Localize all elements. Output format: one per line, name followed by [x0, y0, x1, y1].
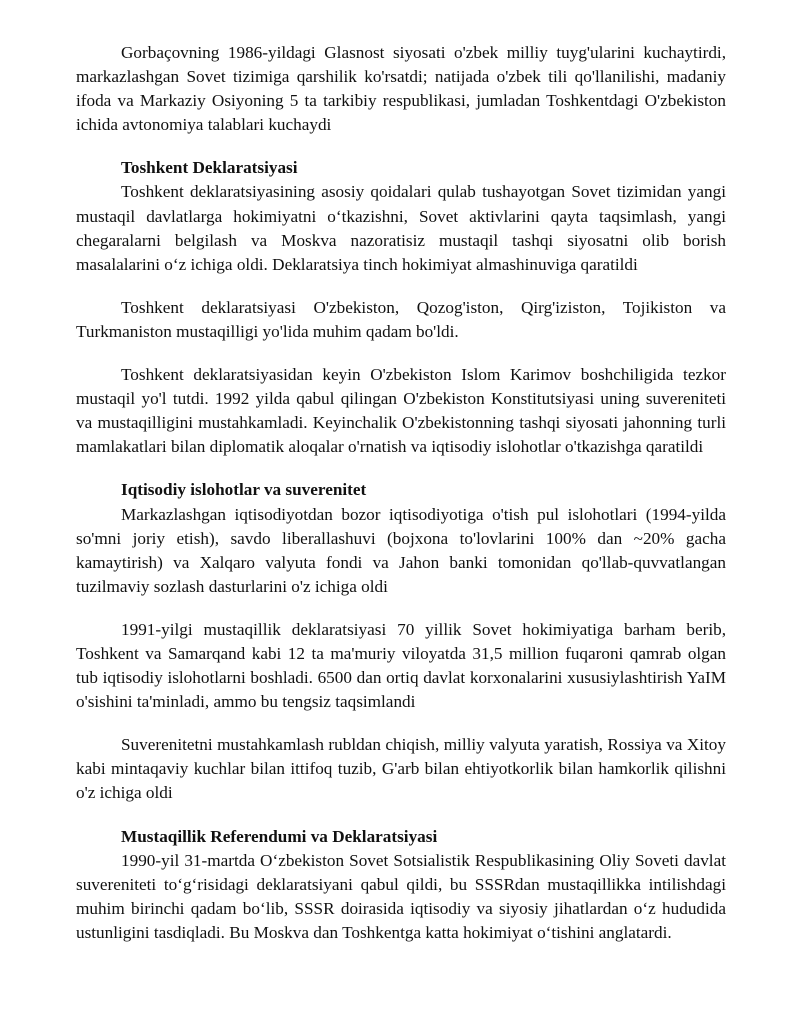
paragraph-declaration-step: Toshkent deklaratsiyasi O'zbekiston, Qozog'iston, Qirg'iziston, Tojikiston va Turkmaniston mustaqilligi yo'lida muhim qadam bo'ldi.: [76, 297, 726, 341]
paragraph-after-declaration: Toshkent deklaratsiyasidan keyin O'zbekiston Islom Karimov boshchiligida tezkor mustaqil yo'l tutdi. 1992 yilda qabul qilingan O'zbekiston Konstitutsiyasi uning suvereniteti va mustaqilligini mustahkamladi. Keyinchalik O'zbekistonning tashqi siyosati jahonning turli mamlakatlari bilan diplomatik aloqalar o'rnatish va iqtisodiy islohotlar o'tkazishga qaratildi: [76, 365, 726, 457]
paragraph-glasnost: Gorbaçovning 1986-yildagi Glasnost siyosati o'zbek milliy tuyg'ularini kuchaytirdi, markazlashgan Sovet tizimiga qarshilik ko'rsatdi; natijada o'zbek tili qo'llanilishi, madaniy ifoda va Markaziy Osiyoning 5 ta tarkibiy respublikasi, jumladan Toshkentdagi O'zbekiston ichida avtonomiya talablari kuchaydi: [76, 43, 726, 135]
paragraph-market-transition: Markazlashgan iqtisodiyotdan bozor iqtisodiyotiga o'tish pul islohotlari (1994-yilda so'mni joriy etish), savdo liberallashuvi (bojxona to'lovlarini 100% dan ~20% gacha kamaytirish) va Xalqaro valyuta fondi va Jahon banki tomonidan qo'llab-quvvatlangan tuzilmaviy sozlash dasturlarini o'z ichiga oldi: [76, 504, 726, 596]
heading-iqtisodiy-islohotlar: Iqtisodiy islohotlar va suverenitet: [121, 480, 367, 500]
paragraph-declaration-provisions: Toshkent deklaratsiyasining asosiy qoidalari qulab tushayotgan Sovet tizimidan yangi mustaqil davlatlarga hokimiyatni o‘tkazishni, Sovet aktivlarini qayta taqsimlash, yangi chegaralarni belgilash va Moskva nazoratisiz mustaqil tashqi siyosatni olib borish masalalarini o‘z ichiga oldi. Deklaratsiya tinch hokimiyat almashinuviga qaratildi: [76, 182, 726, 274]
paragraph-sovereignty-declaration-1990: 1990-yil 31-martda O‘zbekiston Sovet Sotsialistik Respublikasining Oliy Soveti davlat suvereniteti to‘g‘risidagi deklaratsiyani qabul qildi, bu SSSRdan mustaqillikka intilishdagi muhim birinchi qadam bo‘lib, SSSR doirasida iqtisodiy va siyosiy jihatlardan o‘z hududida ustunligini tasdiqladi. Bu Moskva dan Toshkentga katta hokimiyat o‘tishini anglatardi.: [76, 850, 726, 942]
document-page: [76, 41, 726, 945]
paragraph-sovereignty: Suverenitetni mustahkamlash rubldan chiqish, milliy valyuta yaratish, Rossiya va Xitoy kabi mintaqaviy kuchlar bilan ittifoq tuzib, G'arb bilan ehtiyotkorlik bilan hamkorlik qilishni o'z ichiga oldi: [76, 735, 726, 803]
heading-toshkent-deklaratsiyasi: Toshkent Deklaratsiyasi: [121, 158, 298, 178]
paragraph-independence-reforms: 1991-yilgi mustaqillik deklaratsiyasi 70 yillik Sovet hokimiyatiga barham berib, Toshkent va Samarqand kabi 12 ta ma'muriy viloyatda 31,5 million fuqaroni qamrab olgan tub iqtisodiy islohotlarni boshladi. 6500 dan ortiq davlat korxonalarini xususiylashtirish YaIM o'sishini ta'minladi, ammo bu tengsiz taqsimlandi: [76, 619, 726, 712]
heading-mustaqillik-referendumi: Mustaqillik Referendumi va Deklaratsiyasi: [121, 826, 438, 846]
